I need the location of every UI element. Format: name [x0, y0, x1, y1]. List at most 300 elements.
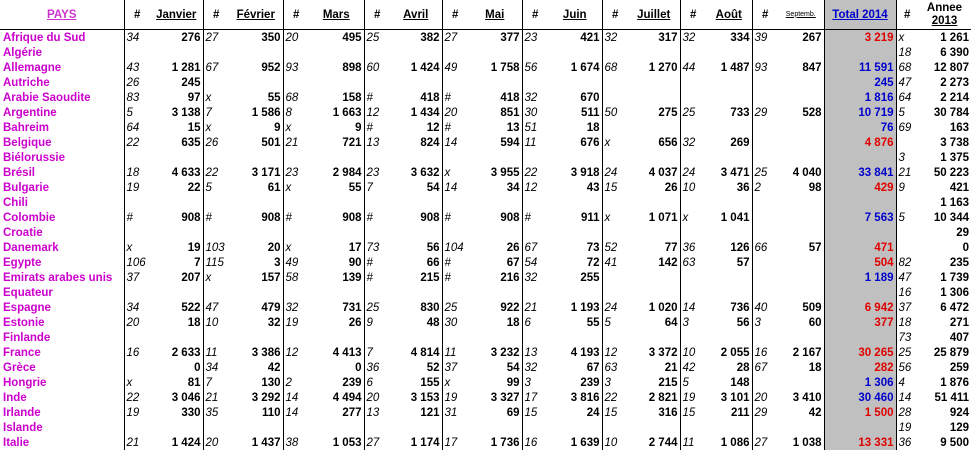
- header-month: Juillet: [628, 0, 680, 30]
- value-cell: 57: [808, 241, 822, 254]
- table-row: [0, 75, 971, 90]
- rank-cell: [752, 285, 778, 300]
- value-cell: [778, 255, 824, 270]
- annee-2013-cell: 2 214: [940, 91, 969, 104]
- total-2014-cell: 10 719: [824, 105, 896, 120]
- value-cell: [548, 285, 602, 300]
- rank-cell: 5: [680, 375, 706, 390]
- rank-2013-cell: 18: [896, 45, 918, 60]
- value-cell: 55: [586, 316, 600, 329]
- value-cell: [229, 150, 283, 165]
- annee-2013-cell: 129: [949, 421, 969, 434]
- annee-2013-cell: 163: [949, 121, 969, 134]
- country-name: Italie: [3, 436, 30, 449]
- rank-cell: 7: [203, 375, 229, 390]
- value-cell: 1 086: [720, 436, 750, 449]
- value-cell: 3 955: [490, 166, 520, 179]
- value-cell: 52: [426, 361, 440, 374]
- value-cell: 1 071: [648, 211, 678, 224]
- value-cell: [706, 330, 752, 345]
- rank-cell: 42: [680, 360, 706, 375]
- value-cell: 3 327: [490, 391, 520, 404]
- rank-cell: 67: [522, 240, 548, 255]
- rank-cell: 24: [680, 165, 706, 180]
- annee-2013-cell: 271: [949, 316, 969, 329]
- value-cell: 418: [500, 91, 520, 104]
- rank-cell: 9: [364, 315, 390, 330]
- table-row: [0, 60, 971, 75]
- rank-cell: [203, 330, 229, 345]
- rank-cell: 3: [602, 375, 628, 390]
- rank-cell: [203, 45, 229, 60]
- rank-cell: [364, 285, 390, 300]
- value-cell: [706, 75, 752, 90]
- rank-2013-cell: 14: [896, 390, 918, 405]
- rank-cell: [680, 195, 706, 210]
- value-cell: [778, 195, 824, 210]
- rank-cell: 21: [283, 135, 309, 150]
- value-cell: [628, 90, 680, 105]
- rank-cell: [283, 150, 309, 165]
- value-cell: 26: [506, 241, 520, 254]
- rank-cell: 5: [124, 105, 150, 120]
- rank-cell: 24: [602, 300, 628, 315]
- value-cell: [390, 195, 442, 210]
- rank-cell: [752, 270, 778, 285]
- rank-cell: 63: [602, 360, 628, 375]
- rank-cell: 10: [680, 345, 706, 360]
- annee-2013-cell: 1 261: [940, 31, 969, 44]
- rank-cell: 13: [522, 345, 548, 360]
- rank-cell: 67: [203, 60, 229, 75]
- value-cell: 56: [426, 241, 440, 254]
- rank-cell: 11: [680, 435, 706, 450]
- header-pays: PAYS: [0, 0, 124, 30]
- rank-cell: #: [364, 210, 390, 225]
- value-cell: 239: [580, 376, 600, 389]
- rank-cell: [680, 270, 706, 285]
- value-cell: [548, 420, 602, 435]
- rank-cell: 83: [124, 90, 150, 105]
- header-month: Juin: [548, 0, 602, 30]
- rank-cell: 19: [442, 390, 468, 405]
- rank-cell: [124, 195, 150, 210]
- rank-cell: 21: [522, 300, 548, 315]
- header-annee: [918, 0, 971, 30]
- table-row: [0, 390, 971, 405]
- annee-2013-cell: 9 500: [940, 436, 969, 449]
- rank-cell: [203, 420, 229, 435]
- rank-cell: 12: [602, 345, 628, 360]
- value-cell: [390, 150, 442, 165]
- rank-cell: 7: [364, 345, 390, 360]
- value-cell: 3 171: [251, 166, 281, 179]
- value-cell: [390, 330, 442, 345]
- country-name: France: [3, 346, 41, 359]
- value-cell: 19: [187, 241, 201, 254]
- value-cell: 676: [580, 136, 600, 149]
- value-cell: 77: [664, 241, 678, 254]
- value-cell: [548, 225, 602, 240]
- rank-cell: 24: [602, 165, 628, 180]
- table-row: [0, 420, 971, 435]
- rank-cell: [124, 225, 150, 240]
- rank-cell: 14: [283, 405, 309, 420]
- value-cell: 26: [664, 181, 678, 194]
- country-name: Irlande: [3, 406, 41, 419]
- rank-cell: [752, 255, 778, 270]
- value-cell: 0: [194, 361, 201, 374]
- value-cell: [706, 420, 752, 435]
- value-cell: [548, 330, 602, 345]
- annee-2013-cell: 0: [962, 241, 969, 254]
- rank-cell: 51: [522, 120, 548, 135]
- rank-cell: 26: [124, 75, 150, 90]
- rank-cell: 16: [522, 435, 548, 450]
- value-cell: 126: [730, 241, 750, 254]
- table-row: [0, 225, 971, 240]
- rank-2013-cell: 28: [896, 405, 918, 420]
- value-cell: [150, 45, 203, 60]
- value-cell: [628, 270, 680, 285]
- country-name: Finlande: [3, 331, 51, 344]
- rank-cell: #: [364, 255, 390, 270]
- value-cell: 215: [658, 376, 678, 389]
- country-name: Emirats arabes unis: [3, 271, 113, 284]
- value-cell: [150, 330, 203, 345]
- value-cell: 1 674: [570, 61, 600, 74]
- value-cell: 418: [420, 91, 440, 104]
- value-cell: 207: [181, 271, 201, 284]
- rank-cell: 5: [602, 315, 628, 330]
- rank-cell: 34: [203, 360, 229, 375]
- value-cell: 908: [342, 211, 362, 224]
- value-cell: 2 167: [792, 346, 822, 359]
- value-cell: 656: [658, 136, 678, 149]
- value-cell: 1 174: [410, 436, 440, 449]
- value-cell: 898: [342, 61, 362, 74]
- header-month: Août: [706, 0, 752, 30]
- value-cell: 830: [420, 301, 440, 314]
- table-row: [0, 210, 971, 225]
- rank-cell: 22: [124, 390, 150, 405]
- rank-cell: 25: [442, 300, 468, 315]
- table-header: [0, 0, 971, 30]
- rank-cell: 6: [522, 315, 548, 330]
- value-cell: 509: [802, 301, 822, 314]
- rank-cell: 103: [203, 240, 229, 255]
- value-cell: 635: [181, 136, 201, 149]
- header-month: Septemb.: [778, 0, 824, 30]
- value-cell: [468, 285, 522, 300]
- value-cell: 3 153: [410, 391, 440, 404]
- rank-cell: 25: [364, 300, 390, 315]
- rank-cell: x: [203, 270, 229, 285]
- value-cell: 158: [342, 91, 362, 104]
- value-cell: 55: [267, 91, 281, 104]
- rank-cell: 115: [203, 255, 229, 270]
- value-cell: 479: [261, 301, 281, 314]
- rank-cell: [124, 420, 150, 435]
- rank-cell: [522, 150, 548, 165]
- value-cell: 495: [342, 31, 362, 44]
- rank-cell: 15: [602, 180, 628, 195]
- value-cell: 1 639: [570, 436, 600, 449]
- total-2014-cell: 282: [824, 360, 896, 375]
- rank-cell: [364, 330, 390, 345]
- value-cell: 317: [658, 31, 678, 44]
- value-cell: 3 046: [171, 391, 201, 404]
- header-month: Février: [229, 0, 283, 30]
- rank-cell: [602, 330, 628, 345]
- country-name: Grèce: [3, 361, 36, 374]
- value-cell: 20: [267, 241, 281, 254]
- value-cell: 594: [500, 136, 520, 149]
- rank-cell: 34: [124, 300, 150, 315]
- rank-cell: 22: [124, 135, 150, 150]
- value-cell: [309, 225, 364, 240]
- rank-cell: 31: [442, 405, 468, 420]
- rank-2013-cell: [896, 240, 918, 255]
- header-month: Mars: [309, 0, 364, 30]
- country-name: Egypte: [3, 256, 42, 269]
- total-2014-cell: 1 306: [824, 375, 896, 390]
- value-cell: 142: [658, 256, 678, 269]
- value-cell: [778, 375, 824, 390]
- annee-2013-cell: 2 273: [940, 76, 969, 89]
- value-cell: [628, 75, 680, 90]
- value-cell: 56: [736, 316, 750, 329]
- rank-cell: 64: [124, 120, 150, 135]
- rank-2013-cell: 73: [896, 330, 918, 345]
- total-2014-cell: 4 876: [824, 135, 896, 150]
- rank-cell: [602, 225, 628, 240]
- annee-2013-cell: 1 306: [940, 286, 969, 299]
- value-cell: 2 633: [171, 346, 201, 359]
- country-name: Bulgarie: [3, 181, 50, 194]
- value-cell: [778, 135, 824, 150]
- value-cell: [706, 225, 752, 240]
- rank-cell: 20: [442, 105, 468, 120]
- rank-cell: #: [442, 255, 468, 270]
- value-cell: [150, 420, 203, 435]
- value-cell: 4 814: [410, 346, 440, 359]
- table-row: [0, 240, 971, 255]
- total-2014-cell: 1 189: [824, 270, 896, 285]
- annee-2013-cell: 6 390: [940, 46, 969, 59]
- country-name: Biélorussie: [3, 151, 65, 164]
- value-cell: 69: [506, 406, 520, 419]
- value-cell: 952: [261, 61, 281, 74]
- rank-cell: [364, 195, 390, 210]
- total-2014-cell: 30 265: [824, 345, 896, 360]
- country-name: Bahreim: [3, 121, 50, 134]
- total-2014-cell: 1 500: [824, 405, 896, 420]
- value-cell: 330: [181, 406, 201, 419]
- rank-2013-cell: 56: [896, 360, 918, 375]
- value-cell: 72: [586, 256, 600, 269]
- rank-2013-cell: x: [896, 30, 918, 46]
- value-cell: [229, 285, 283, 300]
- rank-cell: [283, 285, 309, 300]
- value-cell: [309, 285, 364, 300]
- rank-cell: #: [364, 270, 390, 285]
- value-cell: [706, 270, 752, 285]
- annee-2013-cell: 25 879: [933, 346, 969, 359]
- rank-cell: 34: [124, 30, 150, 46]
- rank-cell: 17: [522, 390, 548, 405]
- rank-cell: 43: [124, 60, 150, 75]
- header-hash: #: [203, 0, 229, 30]
- value-cell: 60: [808, 316, 822, 329]
- value-cell: 3 101: [720, 391, 750, 404]
- table-row: [0, 150, 971, 165]
- value-cell: 32: [267, 316, 281, 329]
- value-cell: 1 487: [720, 61, 750, 74]
- value-cell: 13: [506, 121, 520, 134]
- rank-cell: 50: [602, 105, 628, 120]
- rank-cell: #: [442, 120, 468, 135]
- value-cell: [309, 330, 364, 345]
- value-cell: [706, 285, 752, 300]
- total-2014-cell: 1 816: [824, 90, 896, 105]
- country-name: Equateur: [3, 286, 53, 299]
- annee-2013-cell: 3 738: [940, 136, 969, 149]
- value-cell: [628, 285, 680, 300]
- rank-cell: [442, 45, 468, 60]
- rank-cell: 18: [124, 165, 150, 180]
- rank-cell: 22: [522, 165, 548, 180]
- annee-2013-cell: 29: [956, 226, 969, 239]
- value-cell: 67: [506, 256, 520, 269]
- table-row: [0, 435, 971, 450]
- value-cell: 3: [274, 256, 281, 269]
- value-cell: [309, 75, 364, 90]
- rank-cell: 15: [602, 405, 628, 420]
- value-cell: [150, 225, 203, 240]
- value-cell: 1 020: [648, 301, 678, 314]
- country-name: Afrique du Sud: [3, 31, 86, 44]
- value-cell: 3 471: [720, 166, 750, 179]
- rank-cell: [752, 75, 778, 90]
- rank-cell: 32: [680, 135, 706, 150]
- country-name: Islande: [3, 421, 43, 434]
- value-cell: 501: [261, 136, 281, 149]
- annee-2013-cell: 30 784: [933, 106, 969, 119]
- country-name: Hongrie: [3, 376, 47, 389]
- rank-cell: [442, 75, 468, 90]
- value-cell: [548, 45, 602, 60]
- rank-cell: 32: [522, 360, 548, 375]
- table-row: [0, 285, 971, 300]
- rank-cell: #: [364, 120, 390, 135]
- value-cell: 255: [580, 271, 600, 284]
- rank-cell: 32: [602, 30, 628, 46]
- rank-cell: 68: [602, 60, 628, 75]
- value-cell: 1 281: [171, 61, 201, 74]
- value-cell: [628, 225, 680, 240]
- value-cell: 54: [426, 181, 440, 194]
- total-2014-cell: 11 591: [824, 60, 896, 75]
- rank-2013-cell: 18: [896, 315, 918, 330]
- value-cell: 350: [261, 31, 281, 44]
- rank-cell: #: [442, 270, 468, 285]
- table-row: [0, 255, 971, 270]
- rank-cell: 36: [364, 360, 390, 375]
- table-row: [0, 195, 971, 210]
- value-cell: 97: [187, 91, 201, 104]
- annee-2013-cell: 235: [949, 256, 969, 269]
- rank-cell: x: [680, 210, 706, 225]
- rank-cell: [364, 420, 390, 435]
- rank-cell: x: [283, 240, 309, 255]
- rank-cell: [124, 330, 150, 345]
- rank-cell: 11: [522, 135, 548, 150]
- total-2014-cell: 245: [824, 75, 896, 90]
- annee-2013-cell: 12 807: [933, 61, 969, 74]
- rank-cell: 10: [203, 315, 229, 330]
- rank-2013-cell: 21: [896, 165, 918, 180]
- rank-cell: x: [283, 180, 309, 195]
- header-annee-label: Annee: [926, 1, 963, 14]
- value-cell: 3 632: [410, 166, 440, 179]
- value-cell: 1 193: [570, 301, 600, 314]
- value-cell: 42: [267, 361, 281, 374]
- value-cell: [778, 75, 824, 90]
- annee-2013-cell: 6 472: [940, 301, 969, 314]
- rank-cell: 66: [752, 240, 778, 255]
- annee-2013-cell: 1 163: [940, 196, 969, 209]
- rank-cell: 44: [680, 60, 706, 75]
- annee-2013-cell: 259: [949, 361, 969, 374]
- rank-2013-cell: 25: [896, 345, 918, 360]
- rank-cell: 54: [522, 255, 548, 270]
- rank-cell: 14: [442, 135, 468, 150]
- value-cell: 48: [426, 316, 440, 329]
- value-cell: 157: [261, 271, 281, 284]
- value-cell: 1 041: [720, 211, 750, 224]
- rank-cell: 6: [364, 375, 390, 390]
- rank-cell: 2: [283, 375, 309, 390]
- rank-cell: 23: [283, 165, 309, 180]
- value-cell: 1 663: [332, 106, 362, 119]
- value-cell: [309, 195, 364, 210]
- value-cell: 3 138: [171, 106, 201, 119]
- rank-cell: [124, 360, 150, 375]
- rank-cell: 19: [283, 315, 309, 330]
- value-cell: [468, 45, 522, 60]
- rank-cell: #: [442, 210, 468, 225]
- value-cell: [229, 195, 283, 210]
- country-name: Inde: [3, 391, 27, 404]
- value-cell: 1 586: [251, 106, 281, 119]
- value-cell: 3 410: [792, 391, 822, 404]
- rank-cell: [752, 375, 778, 390]
- total-2014-cell: 33 841: [824, 165, 896, 180]
- rank-2013-cell: 37: [896, 300, 918, 315]
- rank-cell: 27: [442, 30, 468, 46]
- rank-cell: [283, 195, 309, 210]
- total-2014-cell: 30 460: [824, 390, 896, 405]
- rank-cell: 30: [522, 105, 548, 120]
- header-hash: #: [602, 0, 628, 30]
- rank-cell: [602, 195, 628, 210]
- rank-cell: 29: [752, 405, 778, 420]
- value-cell: 421: [580, 31, 600, 44]
- rank-cell: 27: [364, 435, 390, 450]
- rank-cell: 58: [283, 270, 309, 285]
- table-row: [0, 270, 971, 285]
